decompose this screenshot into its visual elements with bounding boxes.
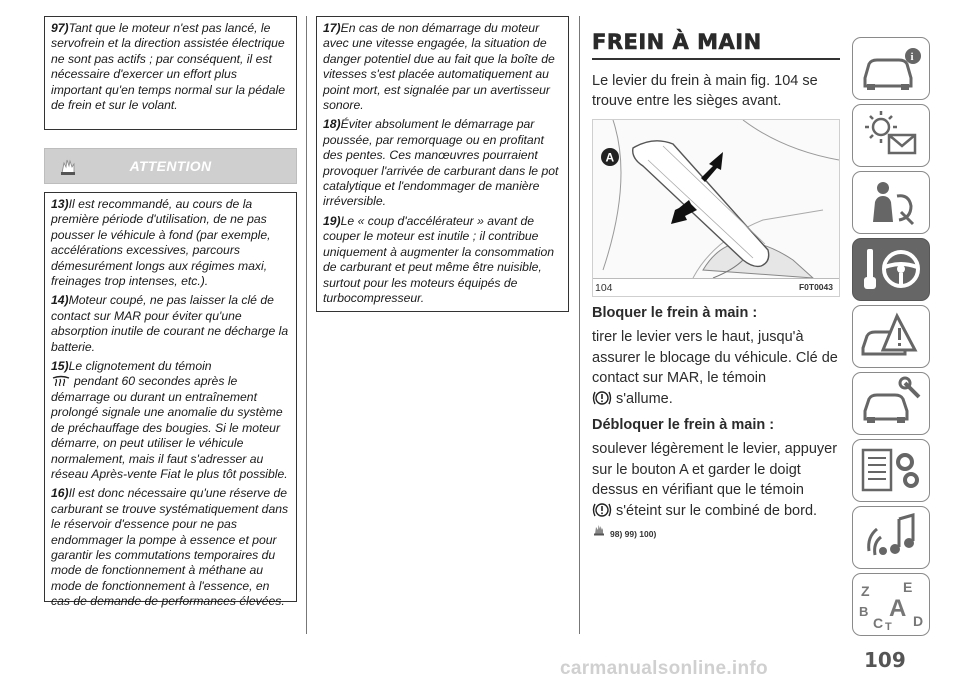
tab-index[interactable] <box>852 573 930 636</box>
settings-list-icon <box>853 440 929 501</box>
warning-box-continued <box>316 16 569 312</box>
warning-17: 17)En cas de non démarrage du moteur avec une vitesse engagée, la situation de danger potentiel due au fait que la boîte de vitesses s'est placée automatiquement au point mort, est signalée par un avertisseur sonore. <box>323 21 555 113</box>
lock-text: tirer le levier vers le haut, jusqu'à assurer le blocage du véhicule. Clé de contact sur MAR, le témoin s'allume. <box>592 329 838 407</box>
alphabet-index-icon <box>853 574 929 635</box>
lock-heading: Bloquer le frein à main : <box>592 305 758 321</box>
middle-column <box>316 16 569 312</box>
figure-number: 104 <box>595 282 613 294</box>
references: 98) 99) 100) <box>592 529 844 539</box>
key-steering-wheel-icon <box>853 239 929 300</box>
tab-safety[interactable] <box>852 171 930 234</box>
svg-text:Z: Z <box>861 583 870 599</box>
intro-text: Le levier du frein à main fig. 104 se trouve entre les sièges avant. <box>592 73 818 109</box>
svg-text:A: A <box>889 595 907 622</box>
brake-warning-icon <box>592 502 612 518</box>
tab-knowing-your-car[interactable] <box>852 37 930 100</box>
svg-text:C: C <box>873 615 884 631</box>
right-column <box>592 30 844 539</box>
column-divider-1 <box>306 16 307 634</box>
watermark: carmanualsonline.info <box>560 658 768 678</box>
tab-multimedia[interactable] <box>852 506 930 569</box>
svg-text:T: T <box>885 621 892 633</box>
warning-14: 14)Moteur coupé, ne pas laisser la clé de contact sur MAR pour éviter qu'une absorption inutile de courant ne décharge la batterie. <box>51 293 289 354</box>
left-column <box>44 16 297 609</box>
warning-18: 18)Éviter absolument le démarrage par poussée, par remorquage ou en profitant des pentes. Ces manœuvres pourraient provoquer l'arrivée de carburant dans le pot catalytique et l'endommager de manière irréversible. <box>323 117 559 209</box>
multimedia-icon <box>853 507 929 568</box>
warning-title: ATTENTION <box>129 158 212 174</box>
note-97: 97)Tant que le moteur n'est pas lancé, le servofrein et la direction assistée électrique ne sont pas actifs ; par conséquent, il est nécessaire d'exercer un effort plus important qu'en temps normal sur la pédale de frein et sur le volant. <box>51 21 286 113</box>
handbrake-figure <box>592 119 840 297</box>
page-number: 109 <box>864 648 906 672</box>
unlock-text: soulever légèrement le levier, appuyer sur le bouton A et garder le doigt dessus en vérifiant que le témoin s'éteint sur le combiné de bord. <box>592 441 838 519</box>
car-info-icon <box>853 38 929 99</box>
lights-mail-icon <box>853 105 929 166</box>
car-accident-icon <box>853 306 929 367</box>
figure-caption <box>593 278 839 296</box>
column-divider-2 <box>579 16 580 634</box>
tab-maintenance[interactable] <box>852 372 930 435</box>
warning-header <box>44 148 297 184</box>
svg-text:B: B <box>859 604 869 619</box>
brake-warning-icon <box>592 390 612 406</box>
tab-warning-lights[interactable] <box>852 104 930 167</box>
note-box-top <box>44 16 297 130</box>
section-title: FREIN À MAIN <box>592 30 762 54</box>
svg-text:E: E <box>903 579 913 595</box>
chapter-tabs <box>852 37 930 640</box>
figure-code: F0T0043 <box>798 282 833 292</box>
warning-15: 15)Le clignotement du témoin pendant 60 secondes après le démarrage ou durant un entraînement prolongé signale une anomalie du système de préchauffage des bougies. Si le moteur démarre, on peut utiliser le véhicule normalement, mais il faut s'adresser au réseau Après-vente Fiat le plus tôt possible. <box>51 359 288 481</box>
airbag-safety-icon <box>853 172 929 233</box>
warning-19: 19)Le « coup d'accélérateur » avant de couper le moteur est inutile ; il contribue uniquement à augmenter la consommation de carburant et peut même être nuisible, surtout pour les moteurs équipés de turbocompresseur. <box>323 213 555 305</box>
tab-technical-data[interactable] <box>852 439 930 502</box>
svg-text:i: i <box>910 51 914 63</box>
figure-label-a: A <box>605 150 615 165</box>
warning-13: 13)Il est recommandé, au cours de la première période d'utilisation, de ne pas pousser le véhicule à fond (par exemple, accélérations excessives, parcours démesurément longs aux régimes maxi, freinages trop intenses, etc.). <box>51 197 271 289</box>
tab-starting-driving[interactable] <box>852 238 930 301</box>
handbrake-illustration <box>593 120 839 278</box>
car-maintenance-icon <box>853 373 929 434</box>
warning-hand-icon <box>592 522 606 536</box>
unlock-heading: Débloquer le frein à main : <box>592 417 775 433</box>
glow-plug-icon <box>51 375 71 386</box>
warning-16: 16)Il est donc nécessaire qu'une réserve de carburant se trouve systématiquement dans le réservoir d'essence pour ne pas endommager la pompe à essence et pour garantir les commutations temporaires du mode de fonctionnement à méthane au mode de fonctionnement à l'essence, en cas de demande de performances élevées. <box>51 486 289 609</box>
warning-box <box>44 192 297 609</box>
svg-text:D: D <box>913 613 924 629</box>
tab-emergency[interactable] <box>852 305 930 368</box>
section-rule <box>592 58 840 60</box>
